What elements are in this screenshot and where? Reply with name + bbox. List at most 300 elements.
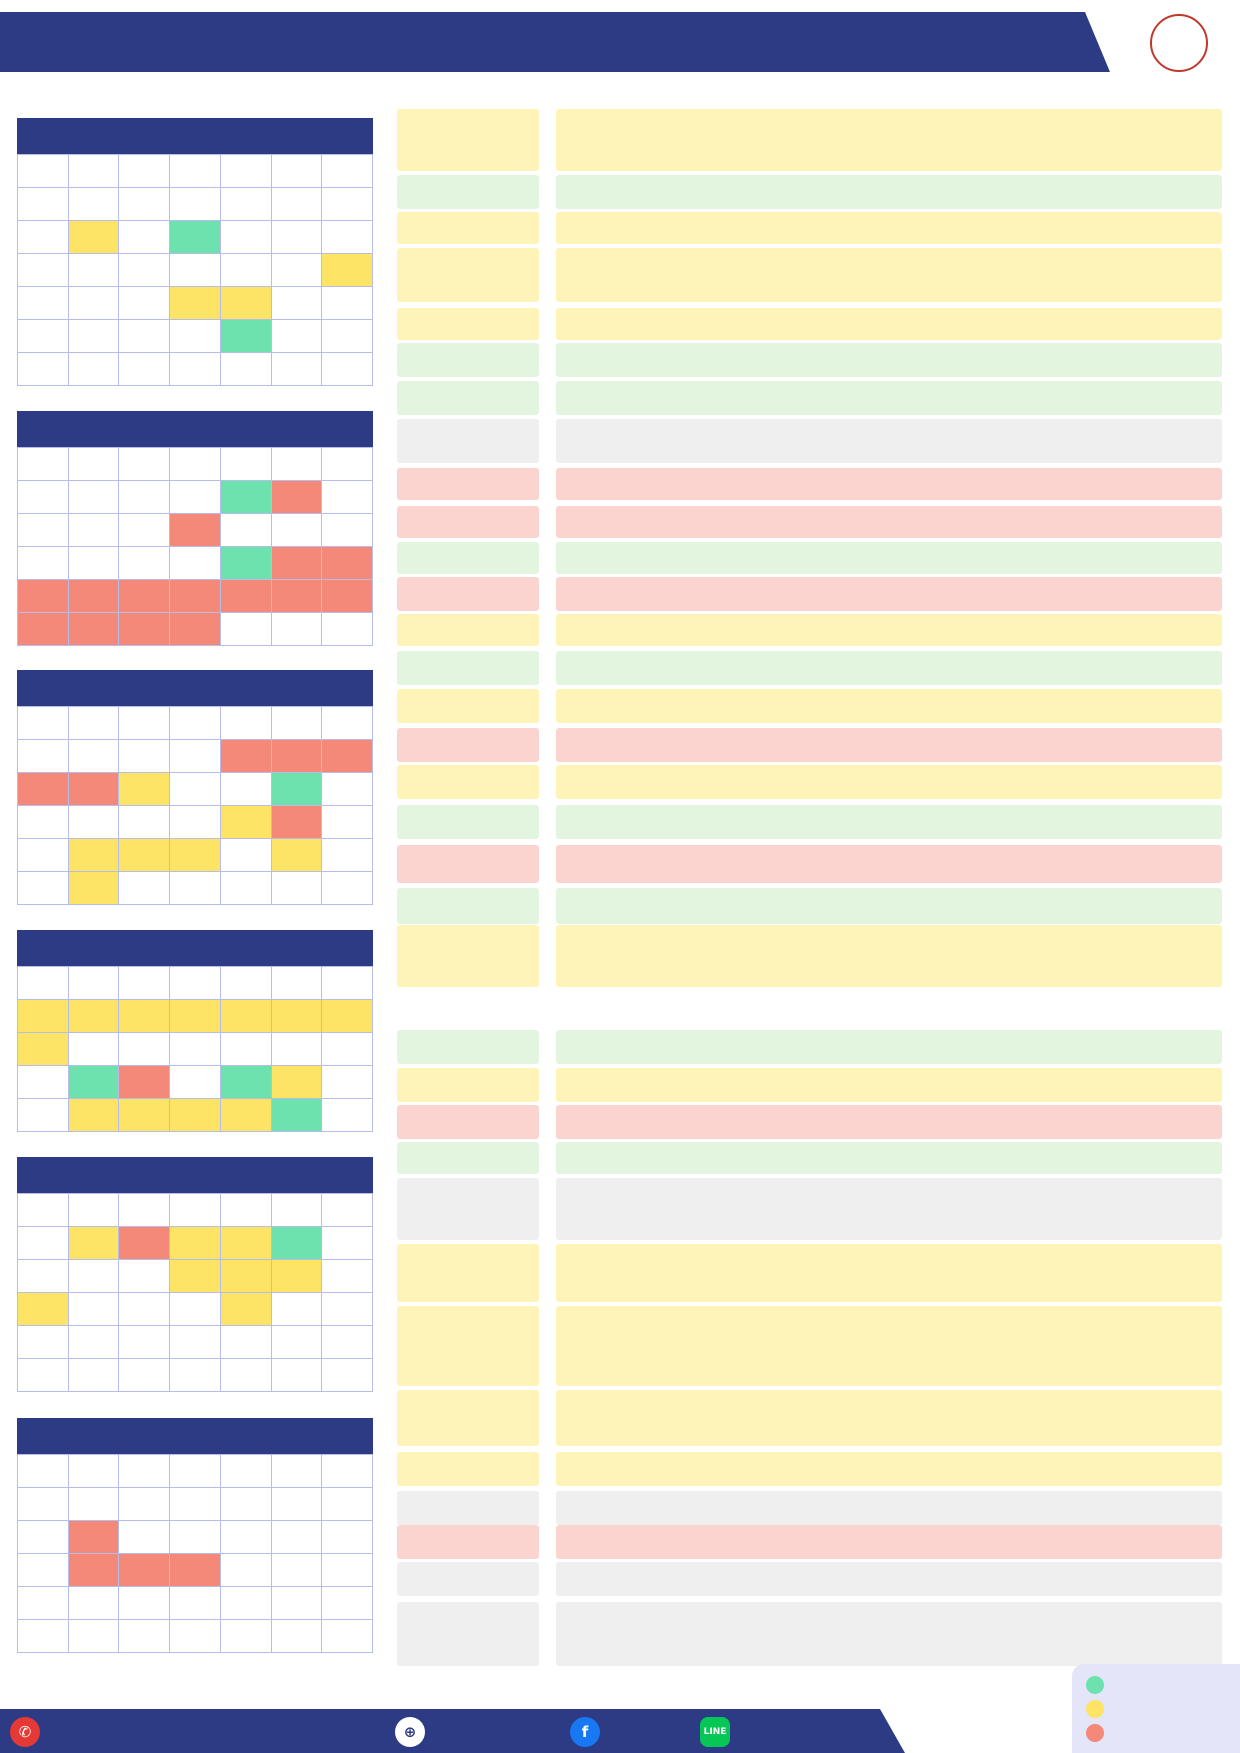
footer-website[interactable]	[395, 1717, 435, 1747]
event-description	[556, 765, 1222, 799]
day-cell	[69, 872, 120, 905]
day-cell	[69, 1066, 120, 1099]
day-cell	[18, 1033, 69, 1066]
day-cell	[322, 188, 373, 221]
day-cell	[18, 740, 69, 773]
weekday-header	[272, 448, 323, 481]
day-cell	[272, 806, 323, 839]
event-row	[397, 689, 1222, 723]
weekday-header	[221, 1455, 272, 1488]
day-cell	[119, 481, 170, 514]
day-cell	[322, 1488, 373, 1521]
day-cell	[69, 1000, 120, 1033]
weekday-header	[221, 448, 272, 481]
day-cell	[18, 1227, 69, 1260]
day-cell	[170, 1359, 221, 1392]
day-cell	[221, 514, 272, 547]
event-row	[397, 1525, 1222, 1559]
event-description	[556, 1142, 1222, 1174]
month-grid	[17, 154, 373, 386]
event-description	[556, 651, 1222, 685]
event-row	[397, 175, 1222, 209]
day-cell	[221, 1227, 272, 1260]
event-date	[397, 614, 539, 646]
event-date	[397, 419, 539, 463]
day-cell	[221, 287, 272, 320]
day-cell	[119, 1000, 170, 1033]
weekday-header	[272, 707, 323, 740]
event-row	[397, 1602, 1222, 1666]
day-cell	[322, 1099, 373, 1132]
event-row	[397, 1390, 1222, 1446]
event-date	[397, 1602, 539, 1666]
event-date	[397, 925, 539, 987]
weekday-header	[18, 1455, 69, 1488]
day-cell	[322, 1359, 373, 1392]
day-cell	[221, 1587, 272, 1620]
event-description	[556, 805, 1222, 839]
weekday-header	[170, 967, 221, 1000]
day-cell	[119, 514, 170, 547]
weekday-header	[170, 1455, 221, 1488]
day-cell	[322, 1227, 373, 1260]
event-description	[556, 614, 1222, 646]
day-cell	[18, 1620, 69, 1653]
month-title	[17, 118, 373, 154]
day-cell	[170, 872, 221, 905]
weekday-header	[272, 1455, 323, 1488]
legend	[1072, 1664, 1240, 1753]
event-row	[397, 888, 1222, 924]
event-description	[556, 381, 1222, 415]
day-cell	[119, 1033, 170, 1066]
day-cell	[322, 1033, 373, 1066]
event-row	[397, 1306, 1222, 1386]
day-cell	[69, 1099, 120, 1132]
day-cell	[170, 1260, 221, 1293]
weekday-header	[170, 448, 221, 481]
day-cell	[119, 287, 170, 320]
day-cell	[69, 547, 120, 580]
day-cell	[69, 481, 120, 514]
event-row	[397, 109, 1222, 171]
weekday-header	[69, 448, 120, 481]
day-cell	[170, 580, 221, 613]
month-grid	[17, 447, 373, 646]
header-banner	[0, 12, 1110, 72]
day-cell	[119, 188, 170, 221]
day-cell	[322, 547, 373, 580]
day-cell	[322, 1000, 373, 1033]
event-date	[397, 1068, 539, 1102]
month-title	[17, 1157, 373, 1193]
day-cell	[119, 1099, 170, 1132]
weekday-header	[119, 707, 170, 740]
day-cell	[69, 806, 120, 839]
day-cell	[272, 740, 323, 773]
day-cell	[272, 254, 323, 287]
day-cell	[170, 773, 221, 806]
weekday-header	[322, 1455, 373, 1488]
globe-icon: ⊕	[395, 1717, 425, 1747]
event-date	[397, 248, 539, 302]
weekday-header	[18, 967, 69, 1000]
weekday-header	[69, 707, 120, 740]
day-cell	[170, 1488, 221, 1521]
event-date	[397, 1306, 539, 1386]
day-cell	[69, 1326, 120, 1359]
month-calendar	[17, 411, 373, 646]
month-grid	[17, 706, 373, 905]
weekday-header	[221, 707, 272, 740]
phone-icon: ✆	[10, 1717, 40, 1747]
day-cell	[18, 221, 69, 254]
day-cell	[18, 254, 69, 287]
weekday-header	[170, 1194, 221, 1227]
day-cell	[322, 740, 373, 773]
event-description	[556, 419, 1222, 463]
event-date	[397, 577, 539, 611]
day-cell	[272, 1554, 323, 1587]
month-calendar	[17, 118, 373, 386]
day-cell	[18, 547, 69, 580]
day-cell	[119, 872, 170, 905]
day-cell	[69, 1554, 120, 1587]
event-description	[556, 1562, 1222, 1596]
month-calendar	[17, 670, 373, 905]
month-grid	[17, 1454, 373, 1653]
event-description	[556, 888, 1222, 924]
line-icon: LINE	[700, 1717, 730, 1747]
legend-item-keydate	[1086, 1700, 1112, 1718]
day-cell	[69, 740, 120, 773]
day-cell	[69, 613, 120, 646]
day-cell	[18, 806, 69, 839]
month-title	[17, 670, 373, 706]
day-cell	[18, 1359, 69, 1392]
event-row	[397, 765, 1222, 799]
day-cell	[170, 188, 221, 221]
day-cell	[119, 221, 170, 254]
event-row	[397, 1178, 1222, 1240]
day-cell	[69, 353, 120, 386]
day-cell	[272, 1099, 323, 1132]
day-cell	[221, 1260, 272, 1293]
day-cell	[119, 1066, 170, 1099]
day-cell	[170, 839, 221, 872]
day-cell	[119, 1293, 170, 1326]
day-cell	[272, 1488, 323, 1521]
event-date	[397, 343, 539, 377]
day-cell	[221, 1488, 272, 1521]
day-cell	[272, 221, 323, 254]
day-cell	[119, 1227, 170, 1260]
event-row	[397, 381, 1222, 415]
weekday-header	[322, 155, 373, 188]
day-cell	[221, 773, 272, 806]
event-date	[397, 765, 539, 799]
event-row	[397, 419, 1222, 463]
day-cell	[18, 1521, 69, 1554]
day-cell	[322, 773, 373, 806]
day-cell	[69, 1359, 120, 1392]
day-cell	[322, 1587, 373, 1620]
day-cell	[221, 740, 272, 773]
event-row	[397, 1244, 1222, 1302]
day-cell	[170, 514, 221, 547]
event-row	[397, 1452, 1222, 1486]
day-cell	[272, 1260, 323, 1293]
day-cell	[18, 773, 69, 806]
weekday-header	[272, 1194, 323, 1227]
event-date	[397, 651, 539, 685]
day-cell	[18, 1000, 69, 1033]
day-cell	[221, 1033, 272, 1066]
event-date	[397, 1142, 539, 1174]
day-cell	[272, 287, 323, 320]
day-cell	[119, 1488, 170, 1521]
day-cell	[119, 254, 170, 287]
day-cell	[69, 514, 120, 547]
day-cell	[119, 1587, 170, 1620]
day-cell	[322, 1066, 373, 1099]
day-cell	[18, 1554, 69, 1587]
day-cell	[18, 481, 69, 514]
event-description	[556, 1525, 1222, 1559]
weekday-header	[18, 1194, 69, 1227]
day-cell	[272, 1326, 323, 1359]
event-row	[397, 1068, 1222, 1102]
day-cell	[272, 773, 323, 806]
event-date	[397, 1491, 539, 1525]
day-cell	[272, 1033, 323, 1066]
day-cell	[322, 221, 373, 254]
weekday-header	[69, 967, 120, 1000]
day-cell	[221, 1620, 272, 1653]
day-cell	[18, 1260, 69, 1293]
day-cell	[69, 580, 120, 613]
day-cell	[18, 1293, 69, 1326]
event-row	[397, 1142, 1222, 1174]
weekday-header	[69, 1194, 120, 1227]
day-cell	[170, 806, 221, 839]
day-cell	[221, 1099, 272, 1132]
footer-facebook[interactable]	[570, 1717, 610, 1747]
school-logo	[1150, 14, 1208, 72]
event-description	[556, 1452, 1222, 1486]
day-cell	[272, 839, 323, 872]
day-cell	[221, 1326, 272, 1359]
day-cell	[18, 580, 69, 613]
day-cell	[221, 188, 272, 221]
event-row	[397, 614, 1222, 646]
event-date	[397, 212, 539, 244]
day-cell	[272, 514, 323, 547]
day-cell	[221, 839, 272, 872]
event-description	[556, 1244, 1222, 1302]
day-cell	[18, 1587, 69, 1620]
event-row	[397, 925, 1222, 987]
weekday-header	[18, 155, 69, 188]
event-description	[556, 542, 1222, 574]
weekday-header	[119, 1194, 170, 1227]
event-row	[397, 1562, 1222, 1596]
event-description	[556, 1030, 1222, 1064]
weekday-header	[272, 967, 323, 1000]
legend-item-activities	[1086, 1676, 1112, 1694]
weekday-header	[119, 967, 170, 1000]
event-description	[556, 1178, 1222, 1240]
day-cell	[170, 1227, 221, 1260]
legend-swatch	[1086, 1724, 1104, 1742]
day-cell	[170, 1033, 221, 1066]
event-row	[397, 1030, 1222, 1064]
weekday-header	[322, 967, 373, 1000]
day-cell	[221, 547, 272, 580]
event-date	[397, 888, 539, 924]
event-row	[397, 1491, 1222, 1525]
day-cell	[322, 839, 373, 872]
weekday-header	[18, 448, 69, 481]
month-title	[17, 930, 373, 966]
event-date	[397, 109, 539, 171]
day-cell	[272, 188, 323, 221]
event-description	[556, 1390, 1222, 1446]
day-cell	[272, 1227, 323, 1260]
month-grid	[17, 1193, 373, 1392]
day-cell	[221, 806, 272, 839]
event-date	[397, 1525, 539, 1559]
day-cell	[18, 1099, 69, 1132]
day-cell	[272, 320, 323, 353]
day-cell	[170, 353, 221, 386]
weekday-header	[170, 155, 221, 188]
day-cell	[221, 353, 272, 386]
day-cell	[18, 1488, 69, 1521]
weekday-header	[322, 707, 373, 740]
event-description	[556, 343, 1222, 377]
weekday-header	[69, 1455, 120, 1488]
event-date	[397, 1562, 539, 1596]
day-cell	[119, 547, 170, 580]
day-cell	[69, 1293, 120, 1326]
day-cell	[18, 1066, 69, 1099]
day-cell	[119, 320, 170, 353]
facebook-icon: f	[570, 1717, 600, 1747]
day-cell	[272, 1293, 323, 1326]
event-date	[397, 506, 539, 538]
event-row	[397, 1105, 1222, 1139]
day-cell	[170, 547, 221, 580]
day-cell	[322, 1554, 373, 1587]
day-cell	[170, 740, 221, 773]
day-cell	[170, 287, 221, 320]
footer-line[interactable]	[700, 1717, 740, 1747]
weekday-header	[322, 1194, 373, 1227]
day-cell	[272, 547, 323, 580]
day-cell	[18, 1326, 69, 1359]
month-title	[17, 411, 373, 447]
day-cell	[221, 1359, 272, 1392]
event-row	[397, 845, 1222, 883]
event-description	[556, 1068, 1222, 1102]
day-cell	[322, 613, 373, 646]
day-cell	[221, 221, 272, 254]
day-cell	[170, 320, 221, 353]
day-cell	[322, 287, 373, 320]
event-date	[397, 1178, 539, 1240]
day-cell	[119, 1326, 170, 1359]
day-cell	[170, 613, 221, 646]
day-cell	[18, 839, 69, 872]
weekday-header	[272, 155, 323, 188]
day-cell	[221, 1000, 272, 1033]
month-calendar	[17, 1157, 373, 1392]
day-cell	[272, 1359, 323, 1392]
day-cell	[221, 613, 272, 646]
weekday-header	[69, 155, 120, 188]
weekday-header	[221, 155, 272, 188]
legend-swatch	[1086, 1676, 1104, 1694]
day-cell	[119, 740, 170, 773]
event-description	[556, 689, 1222, 723]
event-row	[397, 506, 1222, 538]
day-cell	[221, 872, 272, 905]
day-cell	[170, 1293, 221, 1326]
event-date	[397, 1244, 539, 1302]
footer-phone[interactable]	[10, 1717, 50, 1747]
event-row	[397, 308, 1222, 340]
day-cell	[322, 806, 373, 839]
day-cell	[170, 221, 221, 254]
day-cell	[119, 1620, 170, 1653]
event-date	[397, 1452, 539, 1486]
event-description	[556, 1491, 1222, 1525]
day-cell	[272, 1620, 323, 1653]
day-cell	[221, 320, 272, 353]
event-date	[397, 308, 539, 340]
day-cell	[170, 1554, 221, 1587]
day-cell	[69, 1260, 120, 1293]
day-cell	[119, 773, 170, 806]
day-cell	[170, 1000, 221, 1033]
day-cell	[69, 1521, 120, 1554]
day-cell	[272, 481, 323, 514]
weekday-header	[119, 448, 170, 481]
weekday-header	[322, 448, 373, 481]
day-cell	[69, 1488, 120, 1521]
day-cell	[69, 773, 120, 806]
weekday-header	[18, 707, 69, 740]
event-description	[556, 506, 1222, 538]
day-cell	[322, 481, 373, 514]
event-description	[556, 1105, 1222, 1139]
event-date	[397, 542, 539, 574]
day-cell	[69, 287, 120, 320]
day-cell	[272, 1000, 323, 1033]
event-date	[397, 1105, 539, 1139]
day-cell	[119, 580, 170, 613]
event-description	[556, 308, 1222, 340]
day-cell	[272, 580, 323, 613]
event-description	[556, 845, 1222, 883]
day-cell	[272, 1587, 323, 1620]
day-cell	[119, 1359, 170, 1392]
day-cell	[69, 320, 120, 353]
event-row	[397, 542, 1222, 574]
event-date	[397, 1030, 539, 1064]
day-cell	[69, 188, 120, 221]
